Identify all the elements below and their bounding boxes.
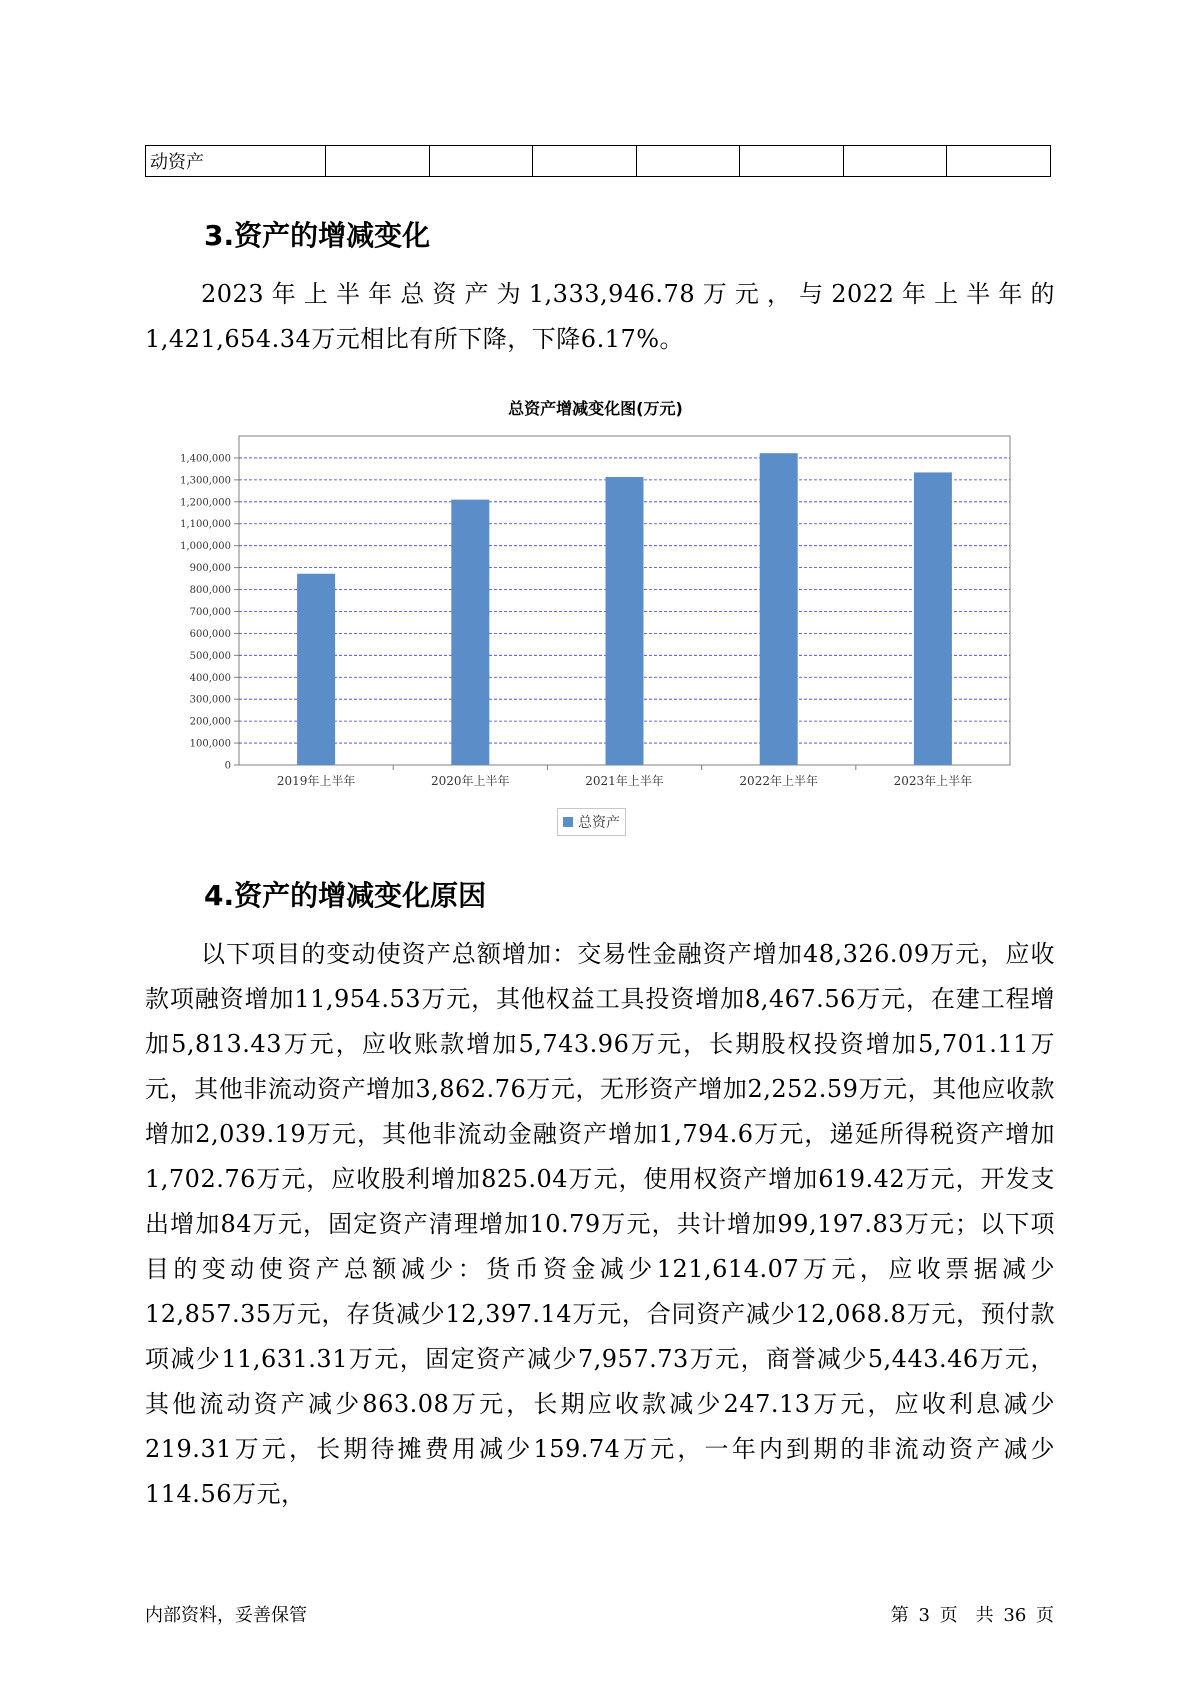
y-tick-label: 400,000 [189,672,231,684]
table-cell [636,146,740,177]
bar [914,472,952,765]
y-tick-label: 1,100,000 [180,519,231,531]
legend-swatch [563,817,573,827]
footer-page-number: 第 3 页 共 36 页 [890,1605,1054,1626]
section-heading-asset-change: 3.资产的增减变化 [204,219,431,252]
y-tick-label: 1,400,000 [180,453,231,465]
chart-legend [557,808,626,836]
y-tick-label: 500,000 [189,650,231,662]
bar [297,574,335,765]
y-tick-label: 1,200,000 [180,497,231,509]
table-row-label: 动资产 [146,146,326,177]
y-tick-label: 600,000 [189,628,231,640]
total-assets-bar-chart [150,428,1050,800]
legend-label: 总资产 [578,815,620,831]
bar [606,477,644,765]
table-cell [947,146,1051,177]
y-tick-label: 100,000 [189,738,231,750]
section-heading-asset-change-reasons: 4.资产的增减变化原因 [204,879,487,912]
x-tick-label: 2022年上半年 [739,774,818,788]
assets-table-fragment [145,145,1051,177]
table-cell [326,146,430,177]
asset-change-reasons-paragraph: 以下项目的变动使资产总额增加：交易性金融资产增加48,326.09万元，应收款项融资增加11,954.53万元，其他权益工具投资增加8,467.56万元，在建工程增加5,813.43万元，应收账款增加5,743.96万元，长期股权投资增加5,701.11万元，其他非流动资产增加3,862.76万元，无形资产增加2,252.59万元，其他应收款增加2,039.19万元，其他非流动金融资产增加1,794.6万元，递延所得税资产增加1,702.76万元，应收股利增加825.04万元，使用权资产增加619.42万元，开发支出增加84万元，固定资产清理增加10.79万元，共计增加99,197.83万元；以下项目的变动使资产总额减少：货币资金减少121,614.07万元，应收票据减少12,857.35万元，存货减少12,397.14万元，合同资产减少12,068.8万元，预付款项减少11,631.31万元，固定资产减少7,957.73万元，商誉减少5,443.46万元，其他流动资产减少863.08万元，长期应收款减少247.13万元，应收利息减少219.31万元，长期待摊费用减少159.74万元，一年内到期的非流动资产减少114.56万元， [145,940,1055,1508]
y-tick-label: 900,000 [189,563,231,575]
bar [451,500,489,765]
y-tick-label: 1,000,000 [180,541,231,553]
table-cell [843,146,947,177]
chart-title: 总资产增减变化图(万元) [508,399,683,418]
y-tick-label: 200,000 [189,716,231,728]
y-tick-label: 0 [224,760,231,772]
y-tick-label: 700,000 [189,606,231,618]
y-tick-label: 300,000 [189,694,231,706]
x-tick-label: 2023年上半年 [893,774,973,788]
x-tick-label: 2020年上半年 [431,774,510,788]
footer-confidential-note: 内部资料，妥善保管 [145,1605,307,1626]
table-cell [740,146,844,177]
y-tick-label: 800,000 [189,585,231,597]
x-tick-label: 2019年上半年 [276,774,356,788]
y-tick-label: 1,300,000 [180,475,231,487]
bar [760,453,798,765]
table-row [146,146,1051,177]
table-cell [533,146,637,177]
x-tick-label: 2021年上半年 [585,774,664,788]
asset-change-paragraph: 2023年上半年总资产为1,333,946.78万元，与2022年上半年的1,421,654.34万元相比有所下降，下降6.17%。 [145,280,1055,353]
table-cell [429,146,533,177]
